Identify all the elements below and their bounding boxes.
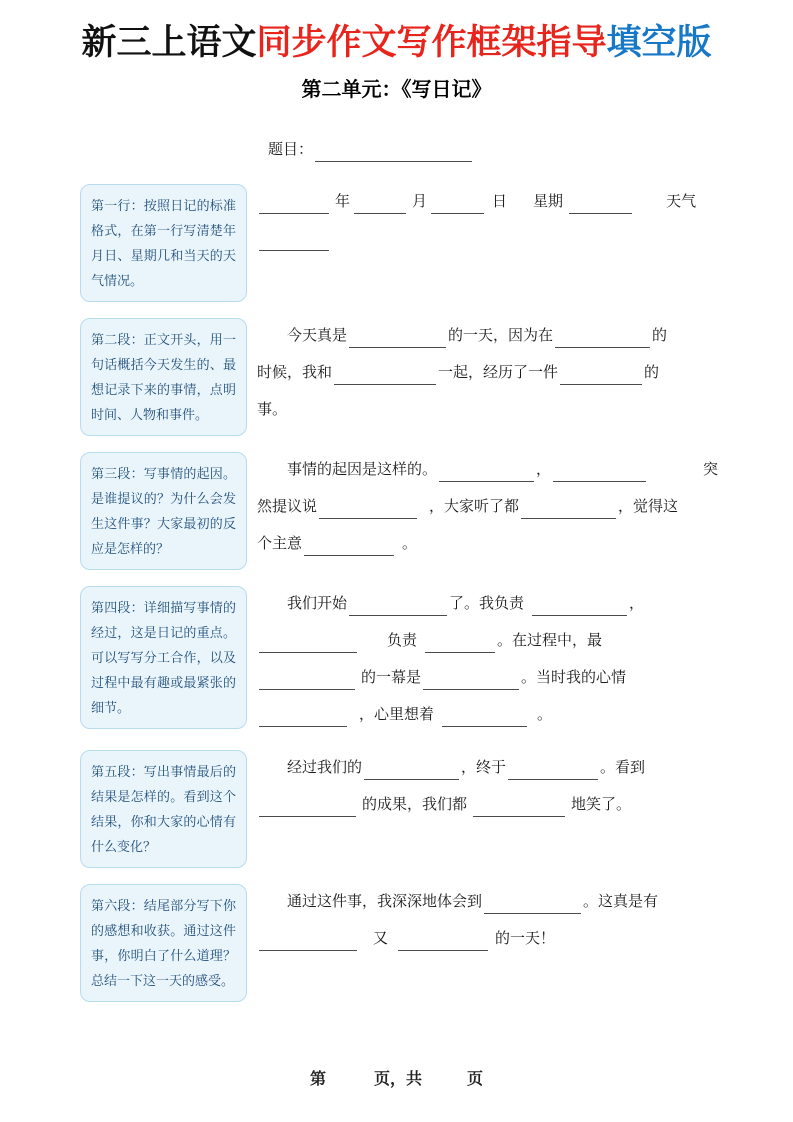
section-row — [80, 750, 793, 868]
template-line — [257, 318, 745, 355]
footer-text-1: 第 — [309, 1071, 326, 1088]
template-line — [257, 355, 745, 392]
template-line — [257, 697, 745, 734]
topic-fill-blank — [315, 146, 472, 162]
section-row — [80, 318, 793, 436]
fill-blank — [532, 600, 627, 616]
template-text: 。看到 — [600, 760, 646, 776]
fill-blank — [425, 637, 495, 653]
template-text: 负责 — [387, 633, 418, 649]
template-text: ， — [629, 596, 645, 612]
template-text: ，心里想着 — [359, 707, 435, 723]
fill-blank — [473, 801, 565, 817]
template-text: 经过我们的 — [287, 760, 363, 776]
template-text: 的一天！ — [495, 931, 556, 947]
section-row — [80, 884, 793, 1002]
fill-blank — [259, 637, 357, 653]
template-text: 今天真是 — [287, 328, 348, 344]
fill-blank — [259, 235, 329, 251]
template-text: 地笑了。 — [571, 797, 632, 813]
template-text: 然提议说 — [257, 499, 318, 515]
template-text: 的一天，因为在 — [448, 328, 554, 344]
template-line — [257, 884, 745, 921]
fill-blank — [334, 369, 436, 385]
template-line — [257, 526, 745, 563]
sections — [80, 184, 793, 1002]
template-line — [257, 221, 745, 258]
title-part-black: 新三上语文 — [81, 23, 257, 62]
guide-box-4: 第四段：详细描写事情的经过，这是日记的重点。可以写写分工合作，以及过程中最有趣或最紧张的细节。 — [80, 586, 247, 729]
title-part-red: 同步作文写作框架指导 — [256, 23, 607, 62]
template-text: 天气 — [666, 194, 697, 210]
fill-blank — [259, 198, 329, 214]
guide-box-6: 第六段：结尾部分写下你的感想和收获。通过这件事，你明白了什么道理？总结一下这一天的感受。 — [80, 884, 247, 1002]
fill-blank — [555, 332, 650, 348]
template-text: 了。我负责 — [449, 596, 525, 612]
template-line — [257, 184, 745, 221]
fill-blank — [349, 600, 447, 616]
fill-blank — [560, 369, 642, 385]
template-text: 的一幕是 — [361, 670, 422, 686]
template-line — [257, 921, 745, 958]
guide-box-3: 第三段：写事情的起因。是谁提议的？为什么会发生这件事？大家最初的反应是怎样的？ — [80, 452, 247, 570]
page-footer — [0, 1066, 793, 1089]
fill-blank — [423, 674, 519, 690]
fill-blank — [259, 711, 347, 727]
fill-blank — [259, 801, 356, 817]
fill-blank — [521, 503, 616, 519]
title-part-blue: 填空版 — [606, 23, 712, 62]
template-text: 月 — [412, 194, 428, 210]
fill-blank — [398, 935, 488, 951]
section-row — [80, 452, 793, 570]
template-text: 事。 — [257, 402, 288, 418]
template-text: ，大家听了都 — [429, 499, 520, 515]
guide-box-2: 第二段：正文开头，用一句话概括今天发生的、最想记录下来的事情，点明时间、人物和事件。 — [80, 318, 247, 436]
fill-blank — [304, 540, 394, 556]
template-text: 。在过程中，最 — [497, 633, 603, 649]
template-text: 突 — [703, 462, 719, 478]
template-text: 日 — [492, 194, 508, 210]
template-line — [257, 489, 745, 526]
template-text: 时候，我和 — [257, 365, 333, 381]
template-line — [257, 586, 745, 623]
template-line — [257, 452, 745, 489]
fill-blank — [484, 898, 581, 914]
footer-text-2: 页，共 — [373, 1071, 422, 1088]
fill-blank — [259, 674, 355, 690]
fill-blank — [431, 198, 484, 214]
fill-blank — [439, 466, 534, 482]
topic-label: 题目： — [268, 142, 314, 158]
template-content — [257, 884, 745, 958]
fill-blank — [442, 711, 527, 727]
template-text: 的 — [644, 365, 660, 381]
template-line — [257, 392, 745, 429]
section-row — [80, 184, 793, 302]
template-content — [257, 184, 745, 258]
fill-blank — [364, 764, 459, 780]
fill-blank — [259, 935, 357, 951]
template-content — [257, 452, 745, 563]
template-line — [257, 623, 745, 660]
footer-text-3: 页 — [467, 1071, 484, 1088]
section-row — [80, 586, 793, 734]
template-text: ， — [536, 462, 552, 478]
template-text: 我们开始 — [287, 596, 348, 612]
topic-row — [268, 138, 793, 162]
template-content — [257, 586, 745, 734]
template-text: 。当时我的心情 — [521, 670, 627, 686]
template-text: ，觉得这 — [618, 499, 679, 515]
fill-blank — [569, 198, 632, 214]
fill-blank — [349, 332, 446, 348]
template-text: 。这真是有 — [583, 894, 659, 910]
template-text: 的 — [652, 328, 668, 344]
unit-subtitle: 第二单元：《写日记》 — [301, 79, 492, 101]
fill-blank — [354, 198, 406, 214]
fill-blank — [553, 466, 646, 482]
template-text: 个主意 — [257, 536, 303, 552]
template-line — [257, 660, 745, 697]
template-line — [257, 787, 745, 824]
fill-blank — [319, 503, 417, 519]
template-content — [257, 318, 745, 429]
template-text: 星期 — [533, 194, 564, 210]
template-text: 又 — [373, 931, 389, 947]
template-line — [257, 750, 745, 787]
template-text: 。 — [402, 536, 418, 552]
template-text: ，终于 — [461, 760, 507, 776]
template-text: 事情的起因是这样的。 — [287, 462, 438, 478]
template-text: 。 — [537, 707, 553, 723]
template-text: 年 — [335, 194, 351, 210]
guide-box-5: 第五段：写出事情最后的结果是怎样的。看到这个结果，你和大家的心情有什么变化？ — [80, 750, 247, 868]
guide-box-1: 第一行：按照日记的标准格式，在第一行写清楚年月日、星期几和当天的天气情况。 — [80, 184, 247, 302]
template-text: 一起，经历了一件 — [438, 365, 559, 381]
template-text: 通过这件事，我深深地体会到 — [287, 894, 483, 910]
page-title — [0, 22, 793, 64]
template-text: 的成果，我们都 — [362, 797, 468, 813]
template-content — [257, 750, 745, 824]
fill-blank — [508, 764, 598, 780]
